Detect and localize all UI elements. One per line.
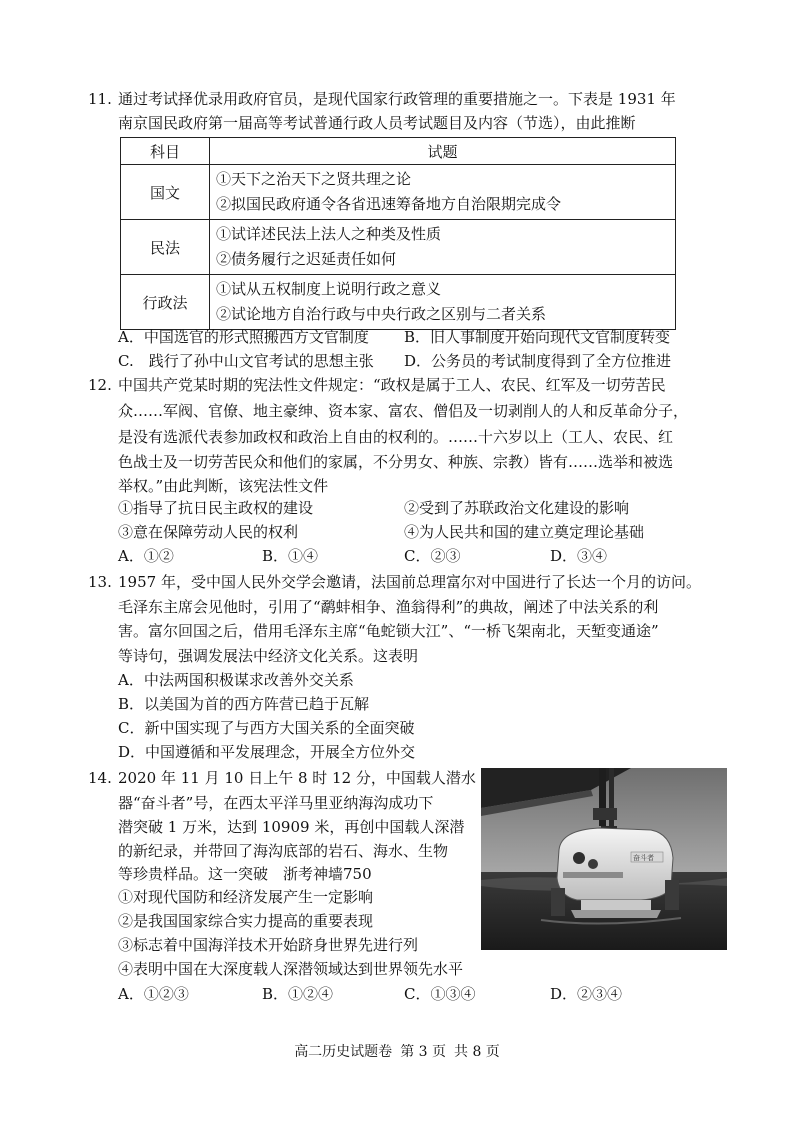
q14-statement-3: ③标志着中国海洋技术开始跻身世界先进行列 xyxy=(118,936,419,954)
q13-option-d: D．中国遵循和平发展理念，开展全方位外交 xyxy=(118,743,416,761)
table-items-cell xyxy=(210,275,676,330)
q12-stem-line-2: 众……军阀、官僚、地主豪绅、资本家、富农、僧侣及一切剥削人的人和反革命分子， xyxy=(118,402,689,420)
q13-stem-line-3: 害。富尔回国之后，借用毛泽东主席“龟蛇锁大江”、“一桥飞架南北，天堑变通途” xyxy=(118,622,659,640)
q14-stem-line-5: 等珍贵样品。这一突破 浙考神墙750 xyxy=(118,865,372,883)
q11-option-d: D．公务员的考试制度得到了全方位推进 xyxy=(404,352,672,370)
q11-number: 11. xyxy=(88,90,112,108)
q11-option-a: A．中国选官的形式照搬西方文官制度 xyxy=(118,328,369,346)
q13-option-a: A．中法两国积极谋求改善外交关系 xyxy=(118,671,354,689)
q11-stem-line-1: 11. 通过考试择优录用政府官员，是现代国家行政管理的重要措施之一。下表是 1931 年 xyxy=(88,90,676,108)
q14-option-c: C．①③④ xyxy=(404,985,476,1003)
q12-stem-line-3: 是没有选派代表参加政权和政治上自由的权利的。……十六岁以上（工人、农民、红 xyxy=(118,428,674,446)
q11-option-b: B．旧人事制度开始向现代文官制度转变 xyxy=(404,328,671,346)
table-items-cell xyxy=(210,220,676,275)
table-subject-cell: 行政法 xyxy=(121,275,210,330)
q14-number: 14. xyxy=(88,769,112,787)
table-item: ①试从五权制度上说明行政之意义 xyxy=(216,280,442,298)
q12-option-b: B．①④ xyxy=(262,547,319,565)
q14-stem-line-3: 潜突破 1 万米，达到 10909 米，再创中国载人深潜 xyxy=(118,818,465,836)
q13-option-b: B．以美国为首的西方阵营已趋于瓦解 xyxy=(118,695,370,713)
table-header-questions: 试题 xyxy=(210,138,676,165)
q14-stem-line-2: 器“奋斗者”号，在西太平洋马里亚纳海沟成功下 xyxy=(118,794,434,812)
hull-text: 奋斗者 xyxy=(633,854,654,862)
submersible-photo xyxy=(481,768,727,950)
table-items-cell xyxy=(210,165,676,220)
table-header-row xyxy=(121,138,676,165)
q13-option-c: C．新中国实现了与西方大国关系的全面突破 xyxy=(118,719,415,737)
table-item: ②拟国民政府通令各省迅速筹备地方自治限期完成令 xyxy=(216,195,562,213)
q13-stem-line-1: 13. 1957 年，受中国人民外交学会邀请，法国前总理富尔对中国进行了长达一个月的访问。 xyxy=(88,573,701,591)
q14-option-a: A．①②③ xyxy=(118,985,189,1003)
footer-title: 高二历史试题卷 xyxy=(294,1044,393,1060)
table-row xyxy=(121,165,676,220)
q12-statement-4: ④为人民共和国的建立奠定理论基础 xyxy=(404,523,645,541)
q14-option-d: D．②③④ xyxy=(550,985,623,1003)
table-row xyxy=(121,220,676,275)
q14-statement-2: ②是我国国家综合实力提高的重要表现 xyxy=(118,912,374,930)
footer-page-number: 第 3 页 xyxy=(400,1044,446,1060)
q12-statement-1: ①指导了抗日民主政权的建设 xyxy=(118,499,314,517)
q12-stem-line-5: 举权。”由此判断，该宪法性文件 xyxy=(118,477,329,495)
q12-option-a: A．①② xyxy=(118,547,174,565)
q12-option-d: D．③④ xyxy=(550,547,608,565)
q11-option-c: C. 践行了孙中山文官考试的思想主张 xyxy=(118,352,374,370)
table-header-subject: 科目 xyxy=(121,138,210,165)
q12-stem-line-1: 12. 中国共产党某时期的宪法性文件规定：“政权是属于工人、农民、红军及一切劳苦民 xyxy=(88,376,666,394)
q14-option-b: B．①②④ xyxy=(262,985,334,1003)
q14-statement-1: ①对现代国防和经济发展产生一定影响 xyxy=(118,888,374,906)
q13-number: 13. xyxy=(88,573,112,591)
q14-stem-line-4: 的新纪录，并带回了海沟底部的岩石、海水、生物 xyxy=(118,842,449,860)
q12-option-c: C．②③ xyxy=(404,547,461,565)
footer-total-pages: 共 8 页 xyxy=(454,1044,500,1060)
table-row xyxy=(121,275,676,330)
table-subject-cell: 国文 xyxy=(121,165,210,220)
q11-exam-table xyxy=(120,137,676,330)
table-item: ②债务履行之迟延责任如何 xyxy=(216,250,397,268)
q11-stem-line-2: 南京国民政府第一届高等考试普通行政人员考试题目及内容（节选），由此推断 xyxy=(118,114,636,132)
q12-number: 12. xyxy=(88,376,112,394)
q14-statement-4: ④表明中国在大深度载人深潜领域达到世界领先水平 xyxy=(118,960,464,978)
q13-stem-line-4: 等诗句，强调发展法中经济文化关系。这表明 xyxy=(118,647,419,665)
q14-stem-line-1: 14. 2020 年 11 月 10 日上午 8 时 12 分，中国载人潜水 xyxy=(88,769,476,787)
q13-stem-line-2: 毛泽东主席会见他时，引用了“鹬蚌相争、渔翁得利”的典故，阐述了中法关系的利 xyxy=(118,598,659,616)
q12-statement-3: ③意在保障劳动人民的权利 xyxy=(118,523,299,541)
q12-stem-line-4: 色战士及一切劳苦民众和他们的家属，不分男女、种族、宗教）皆有……选举和被选 xyxy=(118,453,674,471)
table-subject-cell: 民法 xyxy=(121,220,210,275)
q12-statement-2: ②受到了苏联政治文化建设的影响 xyxy=(404,499,630,517)
table-item: ②试论地方自治行政与中央行政之区别与二者关系 xyxy=(216,305,547,323)
table-item: ①试详述民法上法人之种类及性质 xyxy=(216,225,442,243)
table-item: ①天下之治天下之贤共理之论 xyxy=(216,170,412,188)
page-footer xyxy=(0,1041,794,1061)
